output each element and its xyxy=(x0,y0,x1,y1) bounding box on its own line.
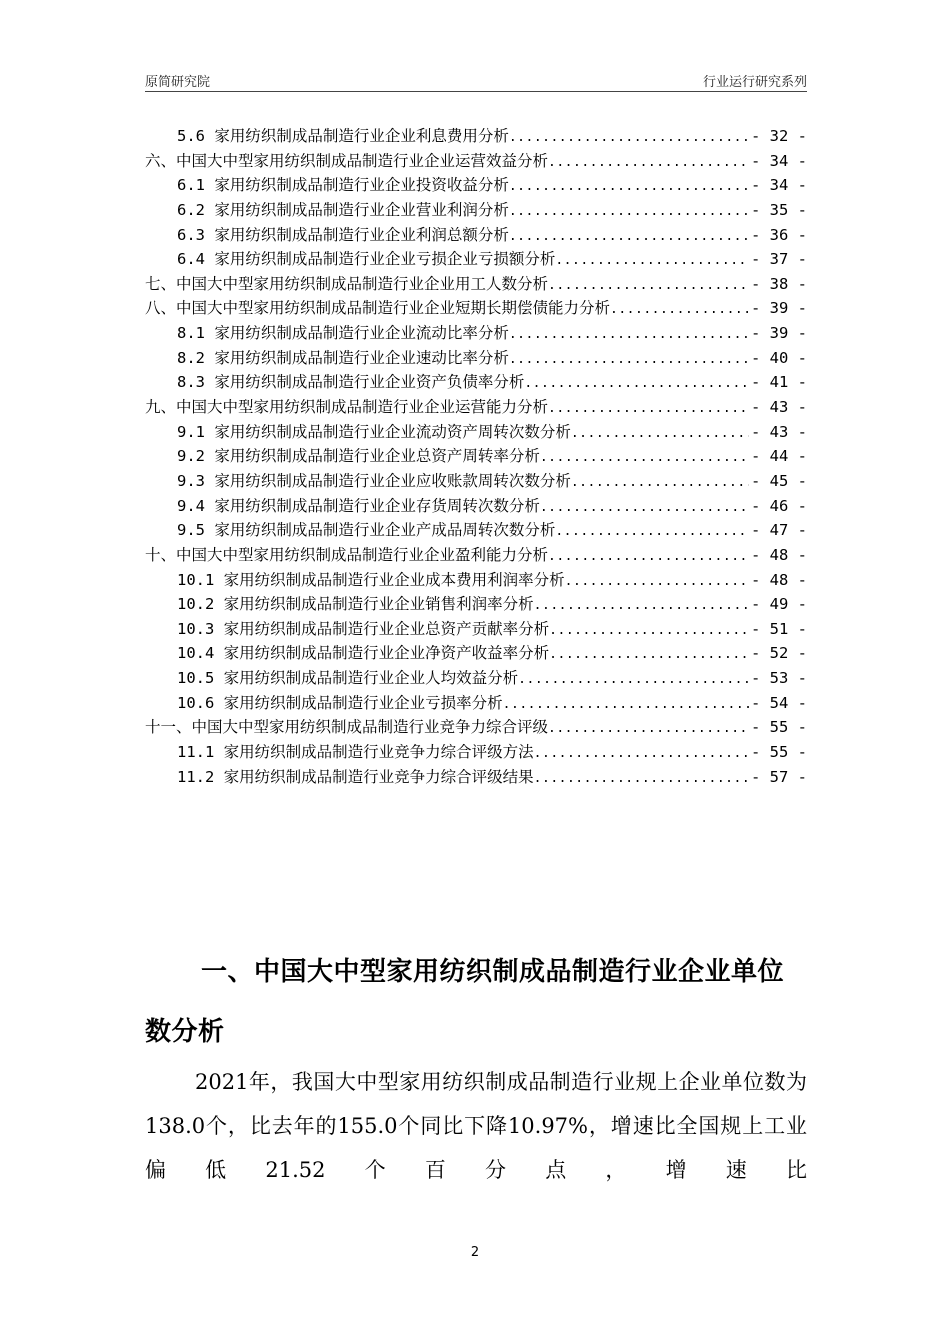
toc-entry-page: - 34 - xyxy=(751,151,807,170)
toc-dot-leader xyxy=(555,524,749,539)
toc-entry-title: 10.4 家用纺织制成品制造行业企业净资产收益率分析 xyxy=(177,644,550,663)
toc-entry-page: - 43 - xyxy=(751,398,807,417)
header-left-text: 原简研究院 xyxy=(145,75,211,90)
table-of-contents xyxy=(145,124,807,789)
toc-entry[interactable] xyxy=(145,395,807,420)
toc-entry[interactable] xyxy=(145,740,807,765)
toc-entry-page: - 35 - xyxy=(751,200,807,219)
toc-entry-page: - 54 - xyxy=(751,693,807,712)
toc-dot-leader xyxy=(524,376,749,391)
toc-dot-leader xyxy=(540,500,749,515)
toc-entry-title: 5.6 家用纺织制成品制造行业企业利息费用分析 xyxy=(177,127,509,145)
toc-dot-leader xyxy=(509,352,749,367)
toc-entry-title: 9.5 家用纺织制成品制造行业企业产成品周转次数分析 xyxy=(177,521,556,540)
toc-dot-leader xyxy=(548,549,749,564)
toc-dot-leader xyxy=(503,697,749,712)
toc-entry-page: - 40 - xyxy=(751,348,807,367)
toc-entry[interactable] xyxy=(145,173,807,198)
toc-dot-leader xyxy=(571,475,749,490)
toc-entry[interactable] xyxy=(145,592,807,617)
toc-entry-page: - 52 - xyxy=(751,644,807,663)
toc-entry[interactable] xyxy=(145,124,807,149)
toc-entry-title: 9.3 家用纺织制成品制造行业企业应收账款周转次数分析 xyxy=(177,471,571,490)
toc-entry-title: 6.1 家用纺织制成品制造行业企业投资收益分析 xyxy=(177,176,509,195)
toc-entry-page: - 47 - xyxy=(751,521,807,540)
toc-entry-title: 6.3 家用纺织制成品制造行业企业利润总额分析 xyxy=(177,225,509,244)
toc-entry-page: - 34 - xyxy=(751,176,807,195)
toc-entry-title: 10.2 家用纺织制成品制造行业企业销售利润率分析 xyxy=(177,595,534,614)
toc-entry[interactable] xyxy=(145,568,807,593)
section-heading: 一、中国大中型家用纺织制成品制造行业企业单位数分析 xyxy=(145,957,785,1047)
toc-entry[interactable] xyxy=(145,691,807,716)
toc-entry[interactable] xyxy=(145,518,807,543)
body-paragraph: 2021年，我国大中型家用纺织制成品制造行业规上企业单位数为138.0个，比去年的155.0个同比下降10.97%，增速比全国规上工业偏低21.52个百分点，增速比 xyxy=(145,1070,807,1182)
toc-dot-leader xyxy=(549,647,749,662)
page-number: 2 xyxy=(470,1245,480,1260)
toc-dot-leader xyxy=(548,155,749,170)
toc-entry-page: - 41 - xyxy=(751,373,807,392)
toc-entry[interactable] xyxy=(145,149,807,174)
header-right-text: 行业运行研究系列 xyxy=(702,75,807,90)
toc-entry[interactable] xyxy=(145,666,807,691)
toc-entry-title: 9.4 家用纺织制成品制造行业企业存货周转次数分析 xyxy=(177,496,540,515)
toc-entry-title: 十一、中国大中型家用纺织制成品制造行业竞争力综合评级 xyxy=(145,718,549,737)
toc-dot-leader xyxy=(509,204,749,219)
toc-entry[interactable] xyxy=(145,420,807,445)
toc-dot-leader xyxy=(540,450,749,465)
toc-entry-title: 11.2 家用纺织制成品制造行业竞争力综合评级结果 xyxy=(177,767,534,786)
toc-entry-page: - 53 - xyxy=(751,669,807,688)
toc-entry-title: 八、中国大中型家用纺织制成品制造行业企业短期长期偿债能力分析 xyxy=(145,299,611,318)
toc-entry-title: 10.5 家用纺织制成品制造行业企业人均效益分析 xyxy=(177,669,519,688)
toc-entry[interactable] xyxy=(145,272,807,297)
toc-entry[interactable] xyxy=(145,469,807,494)
toc-entry-page: - 39 - xyxy=(751,299,807,318)
toc-entry[interactable] xyxy=(145,641,807,666)
toc-dot-leader xyxy=(509,229,749,244)
toc-dot-leader xyxy=(509,130,749,145)
toc-entry[interactable] xyxy=(145,370,807,395)
toc-entry-title: 9.2 家用纺织制成品制造行业企业总资产周转率分析 xyxy=(177,447,540,466)
toc-entry-title: 10.1 家用纺织制成品制造行业企业成本费用利润率分析 xyxy=(177,570,565,589)
toc-entry-title: 九、中国大中型家用纺织制成品制造行业企业运营能力分析 xyxy=(145,398,549,417)
toc-entry-page: - 39 - xyxy=(751,324,807,343)
toc-entry[interactable] xyxy=(145,247,807,272)
toc-entry[interactable] xyxy=(145,321,807,346)
toc-entry-page: - 38 - xyxy=(751,274,807,293)
toc-dot-leader xyxy=(571,426,749,441)
toc-dot-leader xyxy=(548,278,749,293)
toc-entry-title: 6.2 家用纺织制成品制造行业企业营业利润分析 xyxy=(177,200,509,219)
toc-entry-title: 8.2 家用纺织制成品制造行业企业速动比率分析 xyxy=(177,348,509,367)
toc-entry-title: 8.3 家用纺织制成品制造行业企业资产负债率分析 xyxy=(177,373,525,392)
toc-dot-leader xyxy=(549,623,749,638)
toc-entry-page: - 44 - xyxy=(751,447,807,466)
toc-entry-title: 10.3 家用纺织制成品制造行业企业总资产贡献率分析 xyxy=(177,619,550,638)
toc-entry-page: - 32 - xyxy=(751,127,807,145)
toc-dot-leader xyxy=(534,771,749,786)
toc-entry-title: 6.4 家用纺织制成品制造行业企业亏损企业亏损额分析 xyxy=(177,250,556,269)
toc-entry-page: - 49 - xyxy=(751,595,807,614)
toc-entry[interactable] xyxy=(145,223,807,248)
toc-dot-leader xyxy=(610,302,749,317)
toc-entry-page: - 51 - xyxy=(751,619,807,638)
toc-entry-title: 七、中国大中型家用纺织制成品制造行业企业用工人数分析 xyxy=(145,274,549,293)
toc-entry[interactable] xyxy=(145,715,807,740)
toc-entry-title: 十、中国大中型家用纺织制成品制造行业企业盈利能力分析 xyxy=(145,545,549,564)
toc-dot-leader xyxy=(509,179,749,194)
toc-dot-leader xyxy=(509,327,749,342)
toc-dot-leader xyxy=(548,401,749,416)
toc-entry[interactable] xyxy=(145,198,807,223)
page-header xyxy=(145,66,807,90)
toc-entry-page: - 48 - xyxy=(751,570,807,589)
toc-dot-leader xyxy=(555,253,749,268)
toc-entry-title: 9.1 家用纺织制成品制造行业企业流动资产周转次数分析 xyxy=(177,422,571,441)
toc-entry-page: - 43 - xyxy=(751,422,807,441)
toc-entry[interactable] xyxy=(145,494,807,519)
toc-entry[interactable] xyxy=(145,346,807,371)
toc-dot-leader xyxy=(548,721,749,736)
toc-entry-title: 六、中国大中型家用纺织制成品制造行业企业运营效益分析 xyxy=(145,151,549,170)
toc-entry-page: - 57 - xyxy=(751,767,807,786)
toc-dot-leader xyxy=(565,574,749,589)
toc-entry-page: - 36 - xyxy=(751,225,807,244)
toc-dot-leader xyxy=(518,672,749,687)
toc-entry-page: - 46 - xyxy=(751,496,807,515)
toc-entry-title: 10.6 家用纺织制成品制造行业企业亏损率分析 xyxy=(177,693,503,712)
toc-entry-page: - 55 - xyxy=(751,743,807,762)
header-divider xyxy=(145,91,807,92)
toc-entry-page: - 37 - xyxy=(751,250,807,269)
toc-entry-title: 8.1 家用纺织制成品制造行业企业流动比率分析 xyxy=(177,324,509,343)
toc-entry[interactable] xyxy=(145,444,807,469)
toc-entry[interactable] xyxy=(145,543,807,568)
toc-entry-page: - 48 - xyxy=(751,545,807,564)
toc-entry-page: - 45 - xyxy=(751,471,807,490)
toc-entry[interactable] xyxy=(145,296,807,321)
toc-entry-page: - 55 - xyxy=(751,718,807,737)
toc-entry[interactable] xyxy=(145,765,807,790)
toc-entry[interactable] xyxy=(145,617,807,642)
toc-entry-title: 11.1 家用纺织制成品制造行业竞争力综合评级方法 xyxy=(177,743,534,762)
toc-dot-leader xyxy=(534,746,749,761)
toc-dot-leader xyxy=(534,598,749,613)
